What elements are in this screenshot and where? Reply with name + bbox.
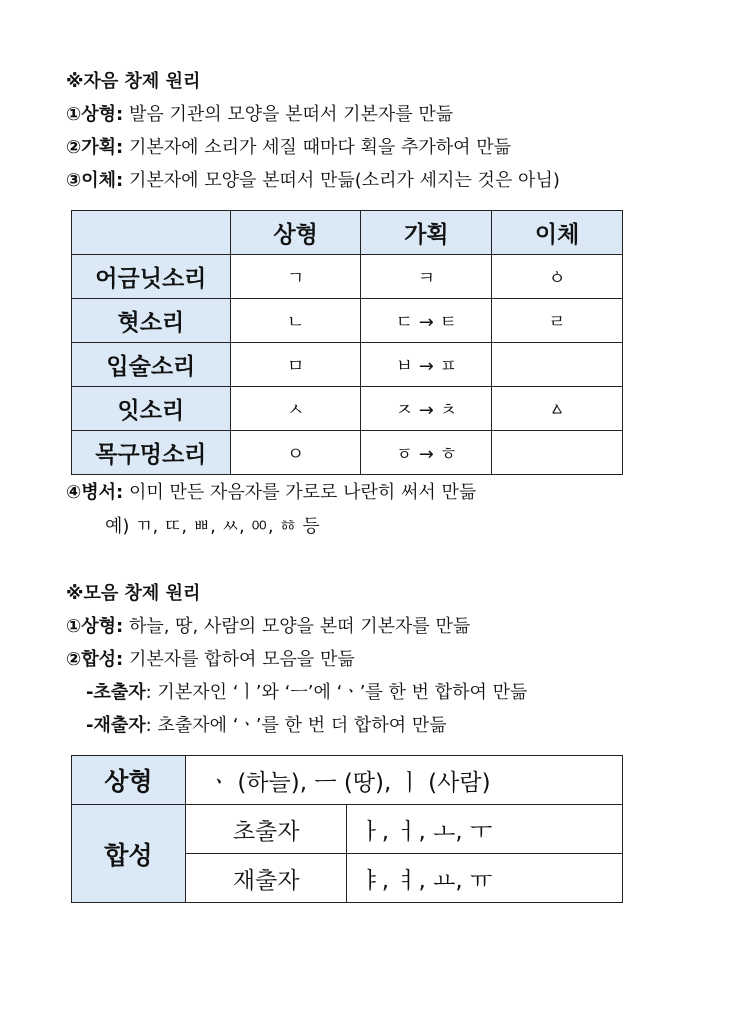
table-cell: ㄹ: [492, 299, 623, 343]
table-cell: ㄷ → ㅌ: [361, 299, 492, 343]
row-header: 어금닛소리: [72, 255, 231, 299]
vowel-section-title: ※모음 창제 원리: [66, 583, 201, 604]
table-cell: ㅿ: [492, 387, 623, 431]
principle-label: ①상형:: [66, 616, 124, 637]
table-cell: ㅂ → ㅍ: [361, 343, 492, 387]
principle-text: 기본자에 소리가 세질 때마다 획을 추가하여 만듦: [123, 137, 512, 158]
consonant-section-title: ※자음 창제 원리: [66, 71, 201, 92]
subrow-value: ㅑ, ㅕ, ㅛ, ㅠ: [347, 854, 623, 903]
table-cell: [492, 343, 623, 387]
table-row: [72, 805, 623, 854]
table-cell: ㅋ: [361, 255, 492, 299]
table-row: [72, 255, 623, 299]
header-gahoek: 가획: [361, 211, 492, 255]
subrow-name: 초출자: [185, 805, 347, 854]
header-iche: 이체: [492, 211, 623, 255]
table-cell: ㅇ: [230, 431, 361, 475]
subrule-jaechulja: [86, 714, 447, 738]
sanghyeong-value: ㆍ (하늘), ㅡ (땅), ㅣ (사람): [185, 756, 622, 805]
table-row: [72, 431, 623, 475]
row-header-sanghyeong: 상형: [72, 756, 186, 805]
principle-text: 발음 기관의 모양을 본떠서 기본자를 만듦: [123, 104, 454, 125]
table-cell: ㆁ: [492, 255, 623, 299]
row-header: 혓소리: [72, 299, 231, 343]
table-row: [72, 387, 623, 431]
consonant-table: [71, 210, 623, 475]
principle-byeongseo: [66, 481, 476, 505]
subrule-label: -재출자: [86, 715, 146, 736]
principle-text: 하늘, 땅, 사람의 모양을 본떠 기본자를 만듦: [123, 616, 471, 637]
subrule-chochulja: [86, 681, 527, 705]
principle-iche: [66, 169, 560, 193]
header-sanghyeong: 상형: [230, 211, 361, 255]
table-row: [72, 299, 623, 343]
principle-sanghyeong: [66, 103, 453, 127]
subrow-value: ㅏ, ㅓ, ㅗ, ㅜ: [347, 805, 623, 854]
principle-text: 기본자를 합하여 모음을 만듦: [123, 649, 355, 670]
principle-gahoek: [66, 136, 511, 160]
table-cell: [492, 431, 623, 475]
principle-text: 기본자에 모양을 본떠서 만듦(소리가 세지는 것은 아님): [123, 170, 560, 191]
subrow-name: 재출자: [185, 854, 347, 903]
table-cell: ㅈ → ㅊ: [361, 387, 492, 431]
table-row: [72, 756, 623, 805]
principle-label: ③이체:: [66, 170, 124, 191]
table-cell: ㄴ: [230, 299, 361, 343]
row-header: 목구멍소리: [72, 431, 231, 475]
table-header-row: [72, 211, 623, 255]
byeongseo-example: 예) ㄲ, ㄸ, ㅃ, ㅆ, ㆀ, ㆅ 등: [105, 516, 320, 537]
table-corner-cell: [72, 211, 231, 255]
principle-label: ①상형:: [66, 104, 124, 125]
row-header-hapseong: 합성: [72, 805, 186, 903]
table-cell: ㄱ: [230, 255, 361, 299]
principle-label: ②가획:: [66, 137, 124, 158]
principle-text: 이미 만든 자음자를 가로로 나란히 써서 만듦: [123, 482, 477, 503]
subrule-label: -초출자: [86, 682, 146, 703]
row-header: 입술소리: [72, 343, 231, 387]
table-cell: ㆆ → ㅎ: [361, 431, 492, 475]
principle-hapseong: [66, 648, 355, 672]
subrule-text: : 기본자인 ‘ㅣ’와 ‘ㅡ’에 ‘ㆍ’를 한 번 합하여 만듦: [145, 682, 528, 703]
subrule-text: : 초출자에 ‘ㆍ’를 한 번 더 합하여 만듦: [145, 715, 447, 736]
row-header: 잇소리: [72, 387, 231, 431]
vowel-table: [71, 755, 623, 903]
principle-label: ④병서:: [66, 482, 124, 503]
principle-sanghyeong-vowel: [66, 615, 470, 639]
principle-label: ②합성:: [66, 649, 124, 670]
table-cell: ㅅ: [230, 387, 361, 431]
table-row: [72, 343, 623, 387]
table-cell: ㅁ: [230, 343, 361, 387]
